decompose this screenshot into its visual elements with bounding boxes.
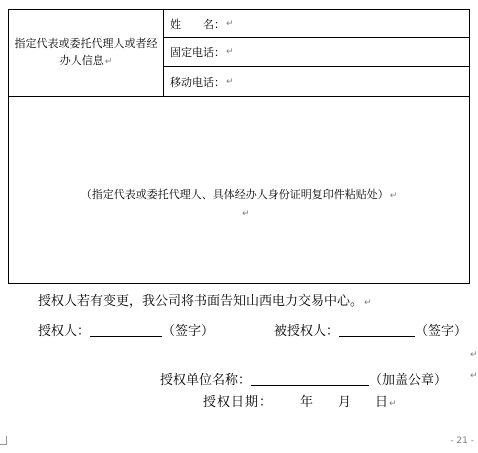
unit-label: 授权单位名称： [160,373,252,388]
paragraph-mark: ↵ [242,209,250,219]
representative-info-label-cell [9,10,164,96]
date-month-unit: 月 [338,395,352,410]
mobile-field-label: 移动电话： [170,75,225,89]
grantee-signature-blank[interactable] [339,323,415,337]
authorization-date-line [203,391,273,410]
authorization-form-table [8,9,470,284]
grantor-signature-blank[interactable] [90,323,162,337]
paragraph-mark: ↵ [470,371,478,381]
date-year-unit: 年 [300,395,314,410]
representative-info-label: 指定代表或委托代理人或者经办人信息↵ [14,37,158,67]
name-field-label: 姓 名： [170,17,225,31]
id-copy-paste-area [9,97,469,283]
representative-info-row [9,10,469,97]
date-label: 授权日期： [203,395,274,410]
mobile-field[interactable]: 移动电话： ↵ [170,75,234,89]
margin-corner-mark [0,436,7,445]
grantor-sign-note: （签字） [162,324,215,339]
landline-field-label: 固定电话： [170,46,225,59]
unit-name-blank[interactable] [251,372,369,386]
name-field[interactable]: 姓 名： ↵ [164,10,469,38]
change-notice: 授权人若有变更，我公司将书面告知山西电力交易中心。↵ [38,294,372,309]
grantee-label: 被授权人： [274,324,340,339]
representative-fields [164,10,469,96]
paragraph-mark: ↵ [470,350,478,360]
unit-seal-note: （加盖公章） [369,373,448,388]
authorizing-unit-line [160,369,447,388]
paste-instruction: （指定代表或委托代理人、具体经办人身份证明复印件粘贴处）↵ [80,188,398,201]
grantee-signature-line [274,320,467,339]
grantor-label: 授权人： [38,324,91,339]
page-number: - 21 - [450,436,474,446]
grantor-signature-line [38,320,214,339]
grantee-sign-note: （签字） [415,324,468,339]
date-day-unit: 日↵ [375,395,397,410]
landline-field[interactable]: 固定电话： ↵ [164,38,469,67]
